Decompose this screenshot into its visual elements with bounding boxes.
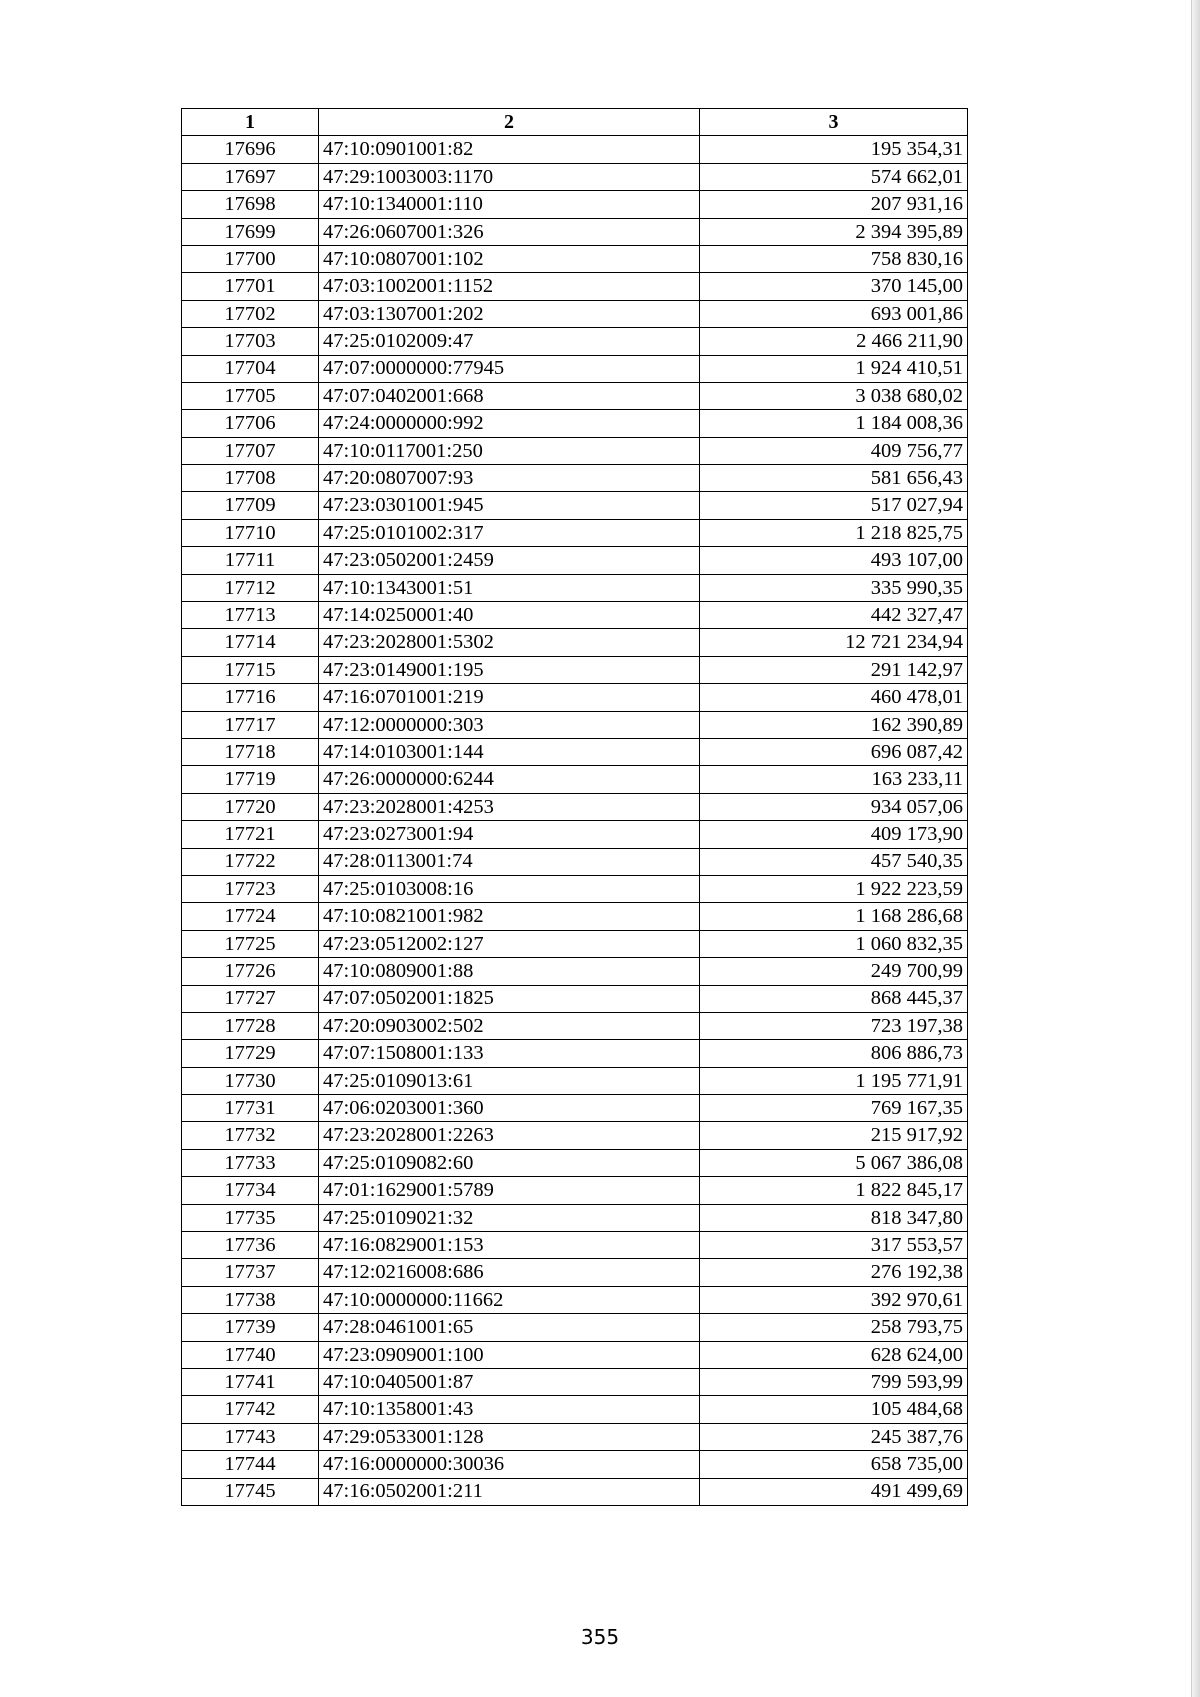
value-cell: 517 027,94	[700, 492, 968, 519]
cadastral-number-cell: 47:25:0102009:47	[319, 328, 700, 355]
value-cell: 491 499,69	[700, 1478, 968, 1505]
table-body	[182, 136, 968, 1506]
table-row	[182, 136, 968, 163]
row-number-cell: 17733	[182, 1149, 319, 1176]
value-cell: 195 354,31	[700, 136, 968, 163]
row-number-cell: 17727	[182, 985, 319, 1012]
cadastral-number-cell: 47:20:0903002:502	[319, 1012, 700, 1039]
table-row	[182, 1232, 968, 1259]
table-row	[182, 382, 968, 409]
cadastral-number-cell: 47:03:1307001:202	[319, 300, 700, 327]
table-row	[182, 903, 968, 930]
value-cell: 1 922 223,59	[700, 875, 968, 902]
table-row	[182, 1451, 968, 1478]
value-cell: 581 656,43	[700, 465, 968, 492]
cadastral-number-cell: 47:16:0701001:219	[319, 684, 700, 711]
row-number-cell: 17739	[182, 1314, 319, 1341]
row-number-cell: 17736	[182, 1232, 319, 1259]
table-row	[182, 245, 968, 272]
page-edge-shadow	[1191, 0, 1200, 1697]
value-cell: 335 990,35	[700, 574, 968, 601]
table-row	[182, 191, 968, 218]
cadastral-number-cell: 47:20:0807007:93	[319, 465, 700, 492]
row-number-cell: 17719	[182, 766, 319, 793]
value-cell: 493 107,00	[700, 547, 968, 574]
value-cell: 457 540,35	[700, 848, 968, 875]
table-row	[182, 930, 968, 957]
cadastral-number-cell: 47:10:1340001:110	[319, 191, 700, 218]
row-number-cell: 17715	[182, 656, 319, 683]
value-cell: 818 347,80	[700, 1204, 968, 1231]
table-row	[182, 738, 968, 765]
table-row	[182, 656, 968, 683]
table-row	[182, 1259, 968, 1286]
value-cell: 5 067 386,08	[700, 1149, 968, 1176]
cadastral-number-cell: 47:10:0000000:11662	[319, 1286, 700, 1313]
cadastral-number-cell: 47:23:0149001:195	[319, 656, 700, 683]
cadastral-number-cell: 47:16:0000000:30036	[319, 1451, 700, 1478]
cadastral-number-cell: 47:25:0109082:60	[319, 1149, 700, 1176]
row-number-cell: 17745	[182, 1478, 319, 1505]
value-cell: 1 168 286,68	[700, 903, 968, 930]
cadastral-number-cell: 47:25:0103008:16	[319, 875, 700, 902]
page-number: 355	[580, 1625, 620, 1649]
value-cell: 658 735,00	[700, 1451, 968, 1478]
cadastral-number-cell: 47:10:0405001:87	[319, 1368, 700, 1395]
value-cell: 934 057,06	[700, 793, 968, 820]
value-cell: 1 822 845,17	[700, 1177, 968, 1204]
row-number-cell: 17723	[182, 875, 319, 902]
value-cell: 409 756,77	[700, 437, 968, 464]
value-cell: 442 327,47	[700, 602, 968, 629]
cadastral-number-cell: 47:12:0000000:303	[319, 711, 700, 738]
table-row	[182, 1122, 968, 1149]
value-cell: 693 001,86	[700, 300, 968, 327]
table-row	[182, 574, 968, 601]
cadastral-value-table	[181, 108, 968, 1506]
value-cell: 162 390,89	[700, 711, 968, 738]
cadastral-number-cell: 47:25:0109021:32	[319, 1204, 700, 1231]
value-cell: 163 233,11	[700, 766, 968, 793]
table-row	[182, 218, 968, 245]
value-cell: 758 830,16	[700, 245, 968, 272]
table-row	[182, 410, 968, 437]
column-header-value: 3	[700, 109, 968, 136]
cadastral-number-cell: 47:10:0807001:102	[319, 245, 700, 272]
value-cell: 1 924 410,51	[700, 355, 968, 382]
cadastral-number-cell: 47:23:0909001:100	[319, 1341, 700, 1368]
row-number-cell: 17742	[182, 1396, 319, 1423]
value-cell: 806 886,73	[700, 1040, 968, 1067]
table-row	[182, 1396, 968, 1423]
value-cell: 1 184 008,36	[700, 410, 968, 437]
cadastral-number-cell: 47:07:0402001:668	[319, 382, 700, 409]
cadastral-number-cell: 47:10:0821001:982	[319, 903, 700, 930]
row-number-cell: 17718	[182, 738, 319, 765]
cadastral-number-cell: 47:10:1343001:51	[319, 574, 700, 601]
row-number-cell: 17702	[182, 300, 319, 327]
value-cell: 409 173,90	[700, 821, 968, 848]
row-number-cell: 17705	[182, 382, 319, 409]
value-cell: 370 145,00	[700, 273, 968, 300]
table-row	[182, 1040, 968, 1067]
cadastral-number-cell: 47:23:2028001:5302	[319, 629, 700, 656]
row-number-cell: 17697	[182, 163, 319, 190]
row-number-cell: 17716	[182, 684, 319, 711]
value-cell: 2 394 395,89	[700, 218, 968, 245]
cadastral-number-cell: 47:07:0000000:77945	[319, 355, 700, 382]
cadastral-number-cell: 47:24:0000000:992	[319, 410, 700, 437]
row-number-cell: 17740	[182, 1341, 319, 1368]
row-number-cell: 17737	[182, 1259, 319, 1286]
table-row	[182, 1095, 968, 1122]
table-row	[182, 1286, 968, 1313]
row-number-cell: 17704	[182, 355, 319, 382]
table-row	[182, 328, 968, 355]
row-number-cell: 17721	[182, 821, 319, 848]
row-number-cell: 17728	[182, 1012, 319, 1039]
cadastral-number-cell: 47:23:0301001:945	[319, 492, 700, 519]
table-row	[182, 1368, 968, 1395]
table-row	[182, 1314, 968, 1341]
cadastral-number-cell: 47:23:2028001:4253	[319, 793, 700, 820]
row-number-cell: 17743	[182, 1423, 319, 1450]
table-row	[182, 1204, 968, 1231]
table-row	[182, 1478, 968, 1505]
table-row	[182, 875, 968, 902]
value-cell: 1 195 771,91	[700, 1067, 968, 1094]
table-row	[182, 300, 968, 327]
value-cell: 392 970,61	[700, 1286, 968, 1313]
row-number-cell: 17710	[182, 519, 319, 546]
value-cell: 245 387,76	[700, 1423, 968, 1450]
row-number-cell: 17696	[182, 136, 319, 163]
cadastral-number-cell: 47:29:0533001:128	[319, 1423, 700, 1450]
table-row	[182, 766, 968, 793]
cadastral-number-cell: 47:10:0809001:88	[319, 958, 700, 985]
table-row	[182, 355, 968, 382]
value-cell: 723 197,38	[700, 1012, 968, 1039]
value-cell: 628 624,00	[700, 1341, 968, 1368]
row-number-cell: 17725	[182, 930, 319, 957]
table-row	[182, 602, 968, 629]
table-row	[182, 465, 968, 492]
table-row	[182, 711, 968, 738]
value-cell: 3 038 680,02	[700, 382, 968, 409]
table-row	[182, 1149, 968, 1176]
header-row	[182, 109, 968, 136]
value-cell: 317 553,57	[700, 1232, 968, 1259]
row-number-cell: 17712	[182, 574, 319, 601]
table-row	[182, 519, 968, 546]
row-number-cell: 17709	[182, 492, 319, 519]
row-number-cell: 17722	[182, 848, 319, 875]
table-row	[182, 985, 968, 1012]
cadastral-number-cell: 47:01:1629001:5789	[319, 1177, 700, 1204]
table-row	[182, 492, 968, 519]
cadastral-number-cell: 47:28:0461001:65	[319, 1314, 700, 1341]
row-number-cell: 17701	[182, 273, 319, 300]
row-number-cell: 17711	[182, 547, 319, 574]
value-cell: 1 060 832,35	[700, 930, 968, 957]
row-number-cell: 17734	[182, 1177, 319, 1204]
cadastral-number-cell: 47:16:0502001:211	[319, 1478, 700, 1505]
value-cell: 258 793,75	[700, 1314, 968, 1341]
cadastral-number-cell: 47:25:0109013:61	[319, 1067, 700, 1094]
value-cell: 291 142,97	[700, 656, 968, 683]
cadastral-number-cell: 47:06:0203001:360	[319, 1095, 700, 1122]
value-cell: 868 445,37	[700, 985, 968, 1012]
value-cell: 215 917,92	[700, 1122, 968, 1149]
row-number-cell: 17708	[182, 465, 319, 492]
row-number-cell: 17726	[182, 958, 319, 985]
row-number-cell: 17699	[182, 218, 319, 245]
row-number-cell: 17707	[182, 437, 319, 464]
cadastral-number-cell: 47:07:1508001:133	[319, 1040, 700, 1067]
cadastral-number-cell: 47:26:0607001:326	[319, 218, 700, 245]
table-header	[182, 109, 968, 136]
row-number-cell: 17735	[182, 1204, 319, 1231]
row-number-cell: 17713	[182, 602, 319, 629]
table-row	[182, 437, 968, 464]
value-cell: 769 167,35	[700, 1095, 968, 1122]
table-row	[182, 1012, 968, 1039]
row-number-cell: 17741	[182, 1368, 319, 1395]
row-number-cell: 17698	[182, 191, 319, 218]
value-cell: 2 466 211,90	[700, 328, 968, 355]
cadastral-number-cell: 47:25:0101002:317	[319, 519, 700, 546]
table-row	[182, 163, 968, 190]
table-row	[182, 793, 968, 820]
cadastral-number-cell: 47:29:1003003:1170	[319, 163, 700, 190]
cadastral-number-cell: 47:23:0502001:2459	[319, 547, 700, 574]
cadastral-number-cell: 47:10:0117001:250	[319, 437, 700, 464]
table-row	[182, 547, 968, 574]
cadastral-number-cell: 47:14:0250001:40	[319, 602, 700, 629]
row-number-cell: 17738	[182, 1286, 319, 1313]
cadastral-number-cell: 47:23:2028001:2263	[319, 1122, 700, 1149]
cadastral-number-cell: 47:10:0901001:82	[319, 136, 700, 163]
value-cell: 12 721 234,94	[700, 629, 968, 656]
cadastral-number-cell: 47:12:0216008:686	[319, 1259, 700, 1286]
cadastral-number-cell: 47:03:1002001:1152	[319, 273, 700, 300]
row-number-cell: 17731	[182, 1095, 319, 1122]
cadastral-number-cell: 47:07:0502001:1825	[319, 985, 700, 1012]
value-cell: 105 484,68	[700, 1396, 968, 1423]
row-number-cell: 17729	[182, 1040, 319, 1067]
table-row	[182, 629, 968, 656]
row-number-cell: 17706	[182, 410, 319, 437]
table-row	[182, 1423, 968, 1450]
value-cell: 1 218 825,75	[700, 519, 968, 546]
row-number-cell: 17724	[182, 903, 319, 930]
row-number-cell: 17714	[182, 629, 319, 656]
value-cell: 696 087,42	[700, 738, 968, 765]
table-row	[182, 684, 968, 711]
table-row	[182, 848, 968, 875]
cadastral-number-cell: 47:10:1358001:43	[319, 1396, 700, 1423]
row-number-cell: 17717	[182, 711, 319, 738]
row-number-cell: 17700	[182, 245, 319, 272]
row-number-cell: 17720	[182, 793, 319, 820]
row-number-cell: 17732	[182, 1122, 319, 1149]
row-number-cell: 17730	[182, 1067, 319, 1094]
value-cell: 460 478,01	[700, 684, 968, 711]
table-row	[182, 1341, 968, 1368]
cadastral-number-cell: 47:16:0829001:153	[319, 1232, 700, 1259]
table-row	[182, 821, 968, 848]
value-cell: 799 593,99	[700, 1368, 968, 1395]
table-row	[182, 1177, 968, 1204]
table-row	[182, 273, 968, 300]
value-cell: 276 192,38	[700, 1259, 968, 1286]
cadastral-number-cell: 47:28:0113001:74	[319, 848, 700, 875]
row-number-cell: 17744	[182, 1451, 319, 1478]
column-header-cadastral-number: 2	[319, 109, 700, 136]
cadastral-number-cell: 47:23:0512002:127	[319, 930, 700, 957]
row-number-cell: 17703	[182, 328, 319, 355]
cadastral-number-cell: 47:23:0273001:94	[319, 821, 700, 848]
cadastral-number-cell: 47:26:0000000:6244	[319, 766, 700, 793]
table-row	[182, 1067, 968, 1094]
table-row	[182, 958, 968, 985]
column-header-number: 1	[182, 109, 319, 136]
cadastral-number-cell: 47:14:0103001:144	[319, 738, 700, 765]
value-cell: 207 931,16	[700, 191, 968, 218]
value-cell: 249 700,99	[700, 958, 968, 985]
value-cell: 574 662,01	[700, 163, 968, 190]
